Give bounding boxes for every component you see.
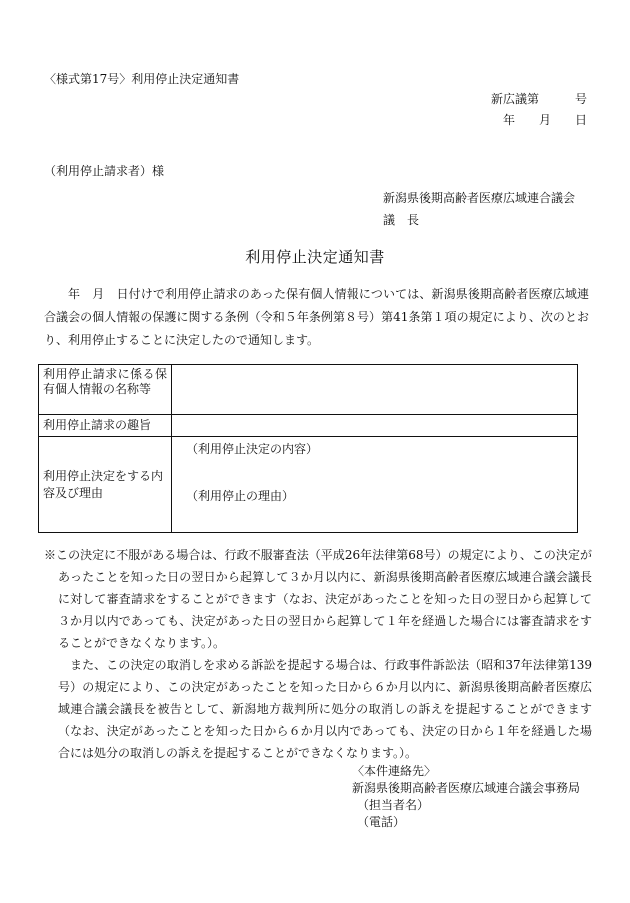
table-cell: [172, 415, 578, 437]
table-label: 利用停止決定をする内容及び理由: [39, 437, 172, 533]
body-text: 年 月 日付けで利用停止請求のあった保有個人情報については、新潟県後期高齢者医療広域連合議会の個人情報の保護に関する条例（令和５年条例第８号）第41条第１項の規定により、次のとおり、利用停止することに決定したので通知します。: [44, 287, 589, 347]
table-row: [39, 415, 578, 437]
document-title: 利用停止決定通知書: [245, 248, 385, 266]
decision-content-label: （利用停止決定の内容）: [186, 442, 319, 456]
table-label: 利用停止請求の趣旨: [39, 415, 172, 437]
decision-table: [38, 364, 578, 533]
note-lawsuit: また、この決定の取消しを求める訴訟を提起する場合は、行政事件訴訟法（昭和37年法律第139号）の規定により、この決定があったことを知った日から６か月以内に、新潟県後期高齢者医療広域連合議会議長を被告として、新潟地方裁判所に処分の取消しの訴えを提起することができます（なお、決定があったことを知った日から６か月以内であっても、決定の日から１年を経過した場合には処分の取消しの訴えを提起することができなくなります。）。: [58, 658, 592, 760]
document-number: 新広議第 号: [490, 92, 587, 106]
body-paragraph: [44, 283, 589, 352]
addressee: （利用停止請求者）様: [44, 164, 165, 178]
note-appeal: ※この決定に不服がある場合は、行政不服審査法（平成26年法律第68号）の規定により、この決定があったことを知った日の翌日から起算して３か月以内に、新潟県後期高齢者医療広域連合議会議長に対して審査請求をすることができます（なお、決定があったことを知った日の翌日から起算して３か月以内であっても、決定があった日の翌日から起算して１年を経過した場合には審査請求をすることができなくなります。）。: [44, 548, 592, 650]
table-row: [39, 365, 578, 415]
table-cell: [172, 365, 578, 415]
decision-reason-label: （利用停止の理由）: [186, 489, 295, 503]
table-label: 利用停止請求に係る保有個人情報の名称等: [39, 365, 172, 415]
notes: [44, 544, 592, 764]
contact-heading: 〈本件連絡先〉: [352, 764, 437, 778]
contact-office: 新潟県後期高齢者医療広域連合議会事務局: [352, 781, 581, 795]
sender-title: 議 長: [383, 213, 420, 227]
table-row: [39, 437, 578, 533]
sender-organization: 新潟県後期高齢者医療広域連合議会: [383, 191, 576, 205]
contact-phone: （電話）: [357, 815, 406, 829]
contact-person: （担当者名）: [357, 798, 430, 812]
table-cell: [172, 437, 578, 533]
form-number: 〈様式第17号〉利用停止決定通知書: [44, 72, 240, 86]
document-date: 年 月 日: [502, 113, 587, 127]
